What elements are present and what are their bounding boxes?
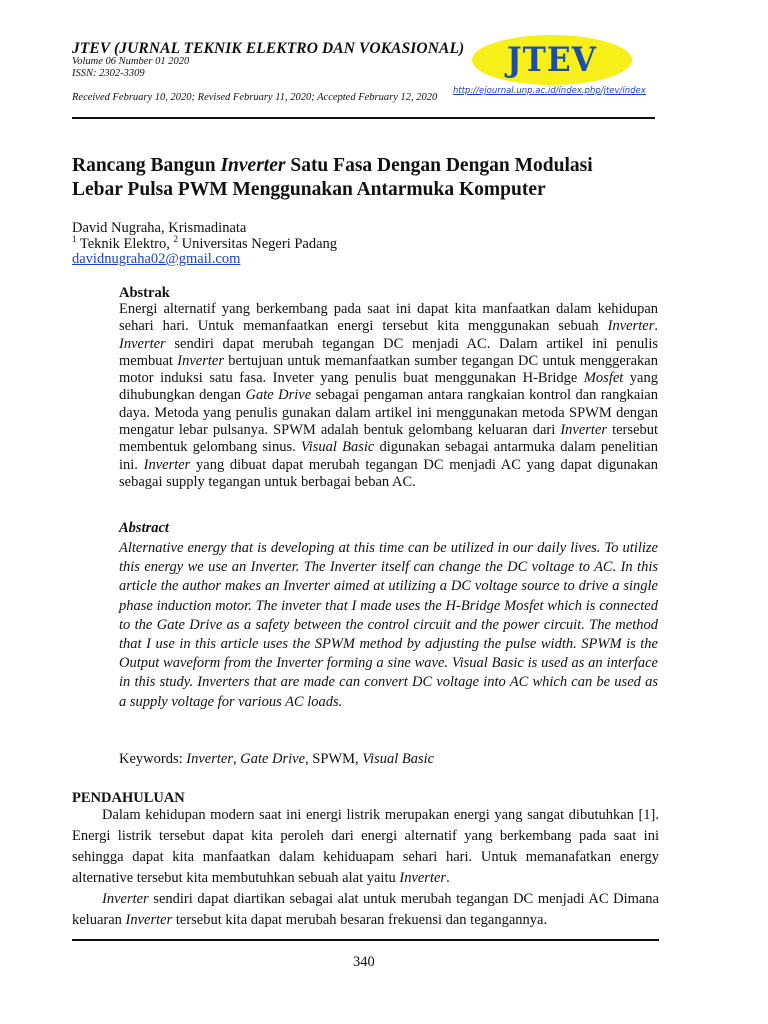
issn-line: ISSN: 2302-3309 (72, 68, 145, 79)
title-line-2: Lebar Pulsa PWM Menggunakan Antarmuka Komputer (72, 179, 546, 200)
affil-1: Teknik Elektro, (76, 236, 174, 252)
volume-line: Volume 06 Number 01 2020 (72, 56, 190, 67)
section-body (72, 805, 659, 931)
page-number: 340 (353, 954, 375, 970)
affil-sup-1: 1 (72, 234, 77, 244)
title-italic: Inverter (220, 155, 286, 176)
keywords: Keywords: Inverter, Gate Drive, SPWM, Visual Basic (119, 751, 435, 767)
abstrak-heading: Abstrak (119, 285, 170, 301)
affil-sup-2: 2 (173, 234, 178, 244)
paper-title (72, 154, 672, 202)
title-part: Rancang Bangun (72, 155, 221, 176)
title-part: Satu Fasa Dengan Dengan Modulasi (285, 155, 593, 176)
journal-logo (472, 35, 632, 85)
paragraph: Inverter sendiri dapat diartikan sebagai alat untuk merubah tegangan DC menjadi AC Dimana keluaran Inverter tersebut kita dapat merubah besaran frekuensi dan tegangannya. (72, 891, 659, 928)
abstrak-text: Energi alternatif yang berkembang pada saat ini dapat kita manfaatkan dalam kehidupan sehari hari. Untuk memanfaatkan energi tersebut kita menggunakan sebuah Inverter. Inverter sendiri dapat merubah tegangan DC menjadi AC. Dalam artikel ini penulis membuat Inverter bertujuan untuk memanfaatkan sumber tegangan DC untuk menggerakan motor induksi satu fasa. Inveter yang penulis buat menggunakan H-Bridge Mosfet yang dihubungkan dengan Gate Drive sebagai pengaman antara rangkaian kontrol dan rangkaian daya. Metoda yang penulis gunakan dalam artikel ini menggunakan metoda SPWM dengan mengatur lebar pulsanya. SPWM adalah bentuk gelombang keluaran dari Inverter tersebut membentuk gelombang sinus. Visual Basic digunakan sebagai antarmuka dalam penelitian ini. Inverter yang dibuat dapat merubah tegangan DC menjadi AC yang dapat digunakan sebagai supply tegangan untuk berbagai beban AC. (119, 301, 658, 490)
received-dates: Received February 10, 2020; Revised February 11, 2020; Accepted February 12, 2020 (72, 92, 438, 103)
journal-url-link[interactable]: http://ejournal.unp.ac.id/index.php/jtev/index (453, 86, 646, 96)
paragraph: Dalam kehidupan modern saat ini energi listrik merupakan energi yang sangat dibutuhkan [1]. Energi listrik tersebut dapat kita peroleh dari energi alternatif yang berkembang pada saat ini sehingga dapat kita manfaatkan dalam kehiduapam sehari hari. Untuk memanafatkan energy alternative tersebut kita membutuhkan sebuah alat yaitu Inverter. (72, 807, 659, 886)
abstract-text: Alternative energy that is developing at this time can be utilized in our daily lives. To utilize this energy we use an Inverter. The Inverter itself can change the DC voltage to AC. In this article the author makes an Inverter aimed at utilizing a DC voltage source to drive a single phase induction motor. The inveter that I made uses the H-Bridge Mosfet which is connected to the Gate Drive as a safety between the control circuit and the power circuit. The method that I use in this article uses the SPWM method by adjusting the pulse width. SPWM is the Output waveform from the Inverter forming a sine wave. Visual Basic is used as an interface in this study. Inverters that are made can convert DC voltage into AC which can be used as a supply voltage for various AC loads. (119, 540, 658, 710)
journal-title: JTEV (JURNAL TEKNIK ELEKTRO DAN VOKASIONAL) (72, 40, 465, 57)
footer-divider (72, 939, 659, 941)
header-divider (72, 117, 655, 119)
abstract-heading: Abstract (119, 520, 169, 536)
author-email-link[interactable]: davidnugraha02@gmail.com (72, 251, 241, 267)
affil-2: Universitas Negeri Padang (177, 236, 338, 252)
section-heading: PENDAHULUAN (72, 790, 185, 806)
authors: David Nugraha, Krismadinata (72, 220, 247, 236)
logo-text: JTEV (507, 40, 597, 80)
